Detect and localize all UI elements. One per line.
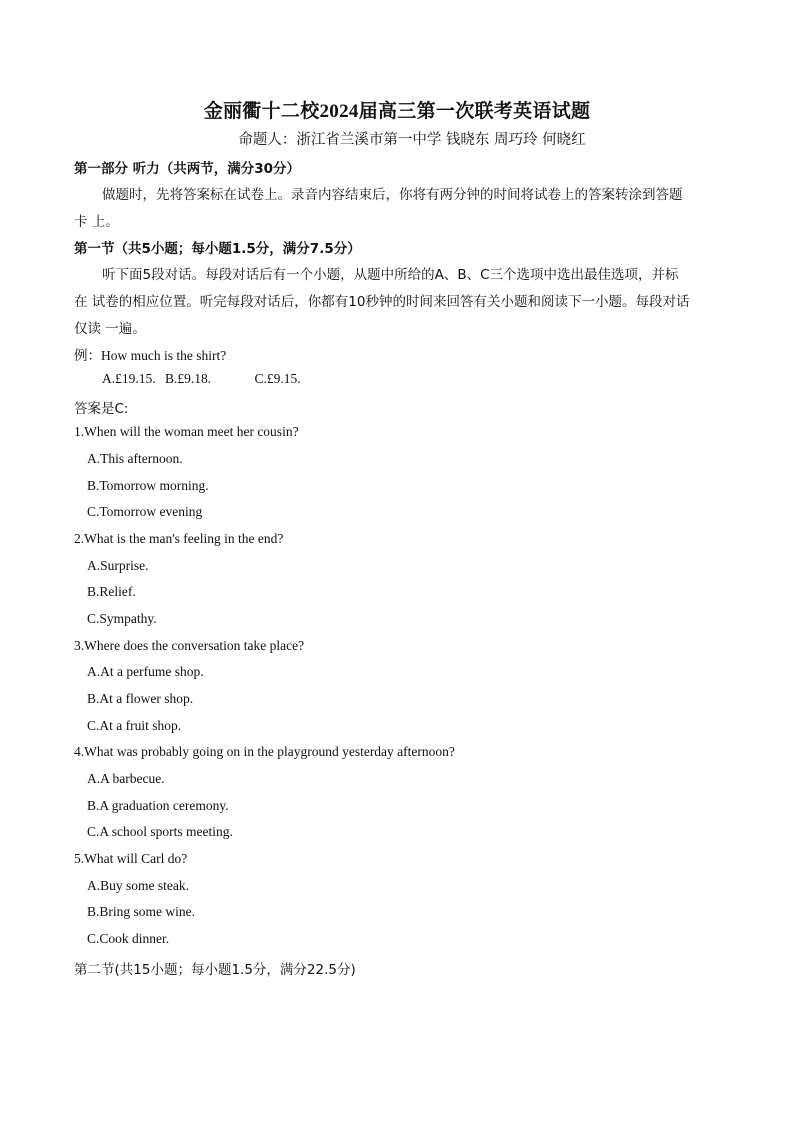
exam-title: 金丽衢十二校2024届高三第一次联考英语试题 [203,101,591,122]
question-4-option-c: C.A school sports meeting. [87,824,233,839]
example-label: 例： [74,348,101,364]
question-1-option-a: A.This afternoon. [87,451,183,466]
question-2-option-c: C.Sympathy. [87,611,157,626]
section1-heading: 第一节（共5小题；每小题1.5分，满分7.5分） [74,241,361,257]
part1-heading: 第一部分 听力（共两节，满分30分） [74,161,300,177]
example-option-a: A.£19.15. [102,371,156,386]
question-1: 1.When will the woman meet her cousin? [74,424,299,439]
example-option-b: B.£9.18. [165,371,212,386]
question-5-option-b: B.Bring some wine. [87,904,195,919]
question-3-option-a: A.At a perfume shop. [87,664,204,679]
question-4-option-a: A.A barbecue. [87,771,165,786]
question-5: 5.What will Carl do? [74,851,188,866]
exam-authors: 命题人：浙江省兰溪市第一中学 钱晓东 周巧玲 何晓红 [238,132,586,148]
example-options [102,371,301,387]
question-5-option-a: A.Buy some steak. [87,878,189,893]
example-question [74,344,226,364]
section1-instruction-line1: 听下面5段对话。每段对话后有一个小题，从题中所给的A、B、C三个选项中选出最佳选项，并标 [102,267,679,283]
section1-instruction-line2: 在 试卷的相应位置。听完每段对话后，你都有10秒钟的时间来回答有关小题和阅读下一小题。每段对话 [74,294,690,310]
question-4-option-b: B.A graduation ceremony. [87,798,229,813]
part1-intro-line2: 卡 上。 [74,214,119,230]
example-answer: 答案是C: [74,401,129,417]
question-2-option-a: A.Surprise. [87,558,149,573]
question-2: 2.What is the man's feeling in the end? [74,531,284,546]
example-question-text: How much is the shirt? [101,348,227,363]
example-option-c: C.£9.15. [254,371,301,386]
question-4: 4.What was probably going on in the playground yesterday afternoon? [74,744,455,759]
question-3-option-b: B.At a flower shop. [87,691,194,706]
question-5-option-c: C.Cook dinner. [87,931,170,946]
question-1-option-b: B.Tomorrow morning. [87,478,209,493]
part1-intro-line1: 做题时，先将答案标在试卷上。录音内容结束后，你将有两分钟的时间将试卷上的答案转涂到答题 [102,187,683,203]
section1-instruction-line3: 仅读 一遍。 [74,321,146,337]
question-3: 3.Where does the conversation take place? [74,638,305,653]
question-3-option-c: C.At a fruit shop. [87,718,182,733]
section2-heading: 第二节(共15小题；每小题1.5分，满分22.5分) [74,962,356,978]
question-1-option-c: C.Tomorrow evening [87,504,203,519]
question-2-option-b: B.Relief. [87,584,136,599]
